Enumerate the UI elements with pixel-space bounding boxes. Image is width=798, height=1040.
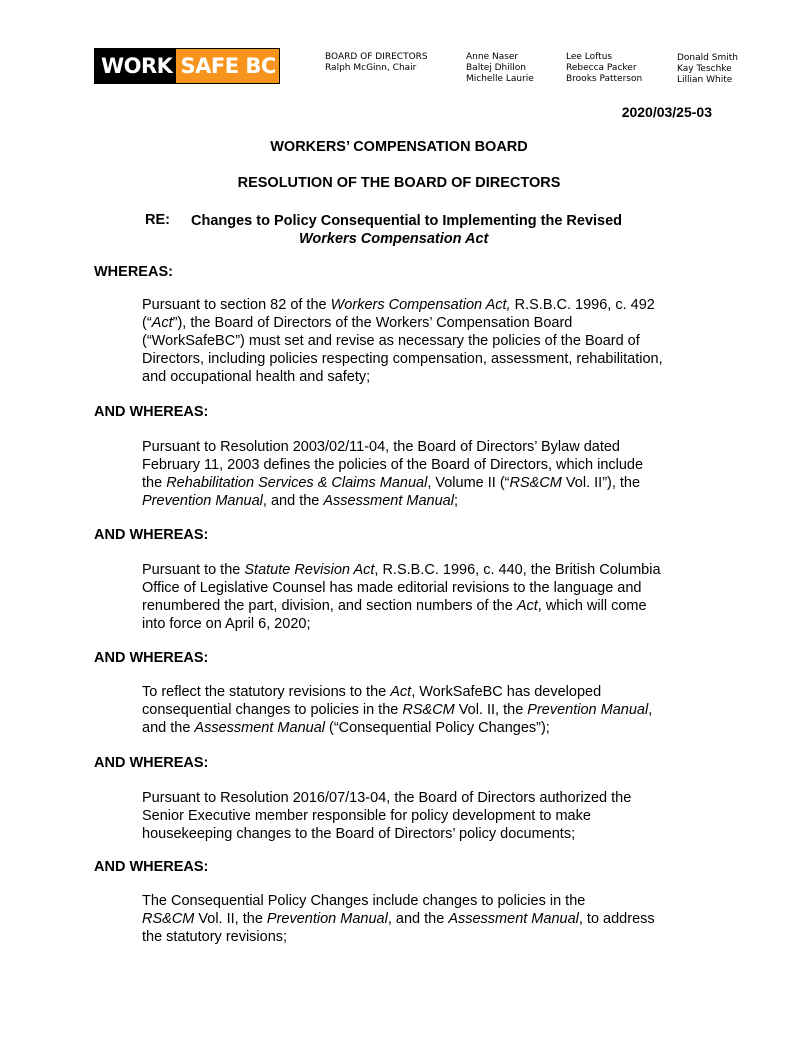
- logo-safebc-text: SAFE BC: [180, 54, 276, 78]
- board-member: Baltej Dhillon: [466, 63, 526, 73]
- worksafebc-logo: [94, 48, 280, 84]
- section-heading: AND WHEREAS:: [94, 650, 209, 666]
- paragraph-3: Pursuant to the Statute Revision Act, R.S.B.C. 1996, c. 440, the British Columbia Office of Legislative Counsel has made editorial revisions to the language and renumbered the part, division, and section numbers of the Act, which will come into force on April 6, 2020;: [142, 562, 661, 632]
- board-member: Kay Teschke: [677, 64, 732, 74]
- board-members-col1: [466, 52, 534, 85]
- paragraph-1: Pursuant to section 82 of the Workers Compensation Act, R.S.B.C. 1996, c. 492 (“Act”), the Board of Directors of the Workers’ Compensation Board (“WorkSafeBC”) must set and revise as necessary the policies of the Board of Directors, including policies respecting compensation, assessment, rehabilitation, and occupational health and safety;: [142, 297, 663, 385]
- board-label: BOARD OF DIRECTORS: [325, 52, 428, 62]
- board-member: Donald Smith: [677, 53, 738, 63]
- section-heading: AND WHEREAS:: [94, 859, 209, 875]
- section-heading: AND WHEREAS:: [94, 404, 209, 420]
- logo-work-text: WORK: [95, 49, 176, 83]
- section-heading: AND WHEREAS:: [94, 527, 209, 543]
- paragraph-2: Pursuant to Resolution 2003/02/11-04, the Board of Directors’ Bylaw dated February 11, 2003 defines the policies of the Board of Directors, which include the Rehabilitation Services & Claims Manual, Volume II (“RS&CM Vol. II”), the Prevention Manual, and the Assessment Manual;: [142, 439, 644, 509]
- board-chair: Ralph McGinn, Chair: [325, 63, 417, 73]
- re-line-2: Workers Compensation Act: [299, 231, 489, 247]
- board-member: Anne Naser: [466, 52, 519, 62]
- document-title: WORKERS’ COMPENSATION BOARD: [270, 139, 528, 155]
- paragraph-4: To reflect the statutory revisions to the Act, WorkSafeBC has developed consequential changes to policies in the RS&CM Vol. II, the Prevention Manual, and the Assessment Manual (“Consequential Policy Changes”);: [142, 684, 653, 736]
- re-label: RE:: [145, 212, 170, 228]
- section-heading: AND WHEREAS:: [94, 755, 209, 771]
- board-member: Lee Loftus: [566, 52, 613, 62]
- resolution-number: 2020/03/25-03: [621, 104, 712, 120]
- board-members-col3: [677, 53, 738, 86]
- board-member: Rebecca Packer: [566, 63, 637, 73]
- board-members-col2: [566, 52, 642, 85]
- paragraph-5: Pursuant to Resolution 2016/07/13-04, the Board of Directors authorized the Senior Executive member responsible for policy development to make housekeeping changes to the Board of Directors’ policy documents;: [142, 790, 632, 842]
- board-member: Brooks Patterson: [566, 74, 643, 84]
- re-subject: [191, 212, 711, 248]
- re-line-1: Changes to Policy Consequential to Implementing the Revised: [191, 213, 623, 229]
- board-member: Lillian White: [677, 75, 733, 85]
- board-member: Michelle Laurie: [466, 74, 534, 84]
- board-label-block: [325, 52, 428, 74]
- section-heading: WHEREAS:: [94, 264, 173, 280]
- paragraph-6: The Consequential Policy Changes include changes to policies in the RS&CM Vol. II, the Prevention Manual, and the Assessment Manual, to address the statutory revisions;: [142, 893, 655, 945]
- document-subtitle: RESOLUTION OF THE BOARD OF DIRECTORS: [237, 175, 561, 191]
